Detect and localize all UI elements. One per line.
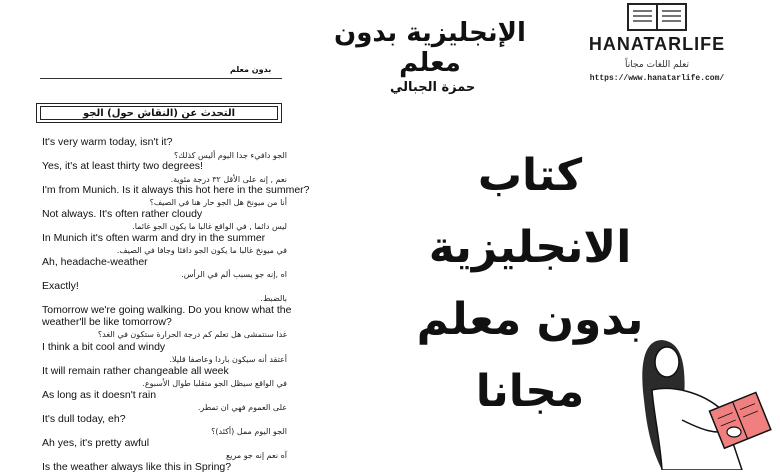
section-heading: التحدث عن (النقاش حول) الجو [40, 106, 278, 120]
dialogue-ar-line: اه ,إنه جو يسبب ألم في الرأس. [181, 270, 287, 279]
dialogue-ar-line: نعم , إنه على الأقل ٣٢ درجة مئوية. [170, 175, 287, 184]
author-name: حمزة الجبالي [390, 80, 476, 95]
book-icon [622, 2, 692, 32]
girl-reading-illustration [622, 330, 780, 470]
dialogue-ar-line: غدا سنتمشى هل تعلم كم درجة الحرارة ستكون في الغد؟ [97, 330, 287, 339]
logo-wordmark: HANATARLIFE [588, 34, 726, 54]
dialogue-ar-line: بالضبط. [260, 294, 287, 303]
dialogue-ar-line: في الواقع سيظل الجو متقلبا طوال الأسبوع. [142, 379, 287, 388]
dialogue-en-line: Tomorrow we're going walking. Do you know what the [42, 304, 292, 316]
page-title: الإنجليزية بدون معلم [334, 18, 526, 78]
site-logo[interactable] [582, 0, 732, 95]
promo-line: بدون معلم [416, 294, 644, 345]
dialogue-en-line: Is the weather always like this in Spring? [42, 461, 232, 473]
dialogue-en-line: Not always. It's often rather cloudy [42, 208, 203, 220]
dialogue-en-line: In Munich it's often warm and dry in the summer [42, 232, 266, 244]
dialogue-en-line: I'm from Munich. Is it always this hot here in the summer? [42, 184, 310, 196]
promo-line: الانجليزية [428, 222, 632, 273]
dialogue-en-line: I think a bit cool and windy [42, 341, 166, 353]
running-header: بدون معلم [230, 65, 272, 74]
dialogue-ar-line: على العموم فهي ان تمطر. [197, 403, 287, 412]
header-rule [40, 78, 282, 79]
dialogue-ar-line: في ميونخ غالبا ما يكون الجو دافئا وجافا في الصيف. [116, 246, 287, 255]
dialogue-ar-line: الجو اليوم ممل (أكئد)؟ [211, 427, 287, 436]
dialogue-en-line: Yes, it's at least thirty two degrees! [42, 160, 203, 172]
dialogue-en-line: It will remain rather changeable all week [42, 365, 229, 377]
section-heading-box [36, 103, 282, 123]
logo-url[interactable]: https://www.hanatarlife.com/ [589, 74, 725, 83]
promo-line: مجانا [475, 366, 585, 417]
dialogue-ar-line: أنا من ميونخ هل الجو حار هنا في الصيف؟ [149, 198, 287, 207]
promo-line: كتاب [477, 150, 583, 201]
dialogue-ar-line: ليس دائما , في الواقع غالبا ما يكون الجو غائما. [132, 222, 287, 231]
dialogue-en-line: Exactly! [42, 280, 79, 292]
dialogue-ar-line: الجو دافيء جدا اليوم أليس كذلك؟ [174, 151, 287, 160]
dialogue-en-line: It's very warm today, isn't it? [42, 136, 173, 148]
dialogue-en-line: It's dull today, eh? [42, 413, 126, 425]
logo-tagline: تعلم اللغات مجاناً [625, 60, 689, 70]
dialogue-en-line: As long as it doesn't rain [42, 389, 157, 401]
dialogue-ar-line: آه نعم إنه جو مريع [226, 451, 287, 460]
dialogue-en-line: Ah yes, it's pretty awful [42, 437, 150, 449]
dialogue-en-line: weather'll be like tomorrow? [42, 316, 172, 328]
dialogue-ar-line: أعتقد أنه سيكون باردا وعاصفا قليلا. [169, 355, 287, 364]
dialogue-en-line: Ah, headache-weather [42, 256, 148, 268]
